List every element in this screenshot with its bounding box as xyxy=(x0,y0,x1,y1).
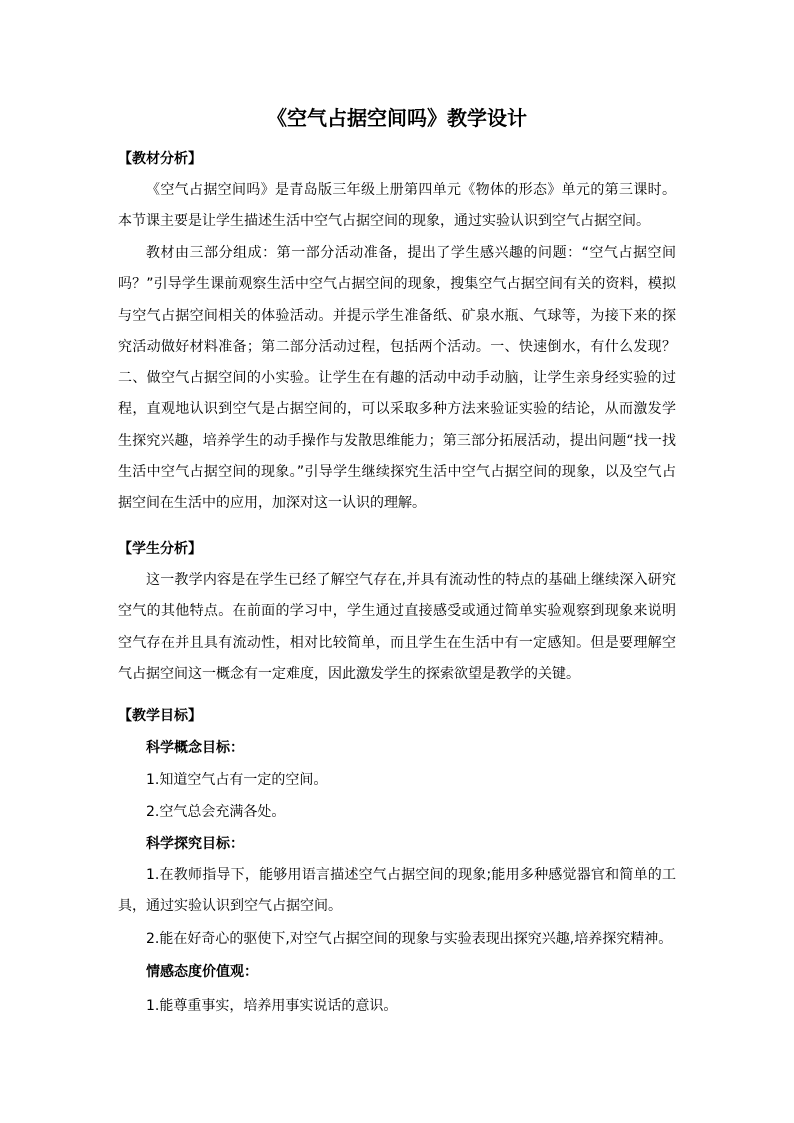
paragraph-students-1: 这一教学内容是在学生已经了解空气存在,并具有流动性的特点的基础上继续深入研究空气的其他特点。在前面的学习中，学生通过直接感受或通过简单实验观察到现象来说明空气存在并且具有流动性，相对比较简单，而且学生在生活中有一定感知。但是要理解空气占据空间这一概念有一定难度，因此激发学生的探索欲望是教学的关键。 xyxy=(118,572,676,682)
attitude-goal-1: 1.能尊重事实，培养用事实说话的意识。 xyxy=(146,998,398,1014)
document-title: 《空气占据空间吗》教学设计 xyxy=(267,106,527,130)
inquiry-goals-title: 科学探究目标： xyxy=(146,836,244,852)
section-heading-goals: 【教学目标】 xyxy=(118,708,202,724)
paragraph-material-2: 教材由三部分组成：第一部分活动准备，提出了学生感兴趣的问题：“空气占据空间吗？”引导学生课前观察生活中空气占据空间的现象，搜集空气占据空间有关的资料，模拟与空气占据空间相关的体验活动。并提示学生准备纸、矿泉水瓶、气球等，为接下来的探究活动做好材料准备；第二部分活动过程，包括两个活动。一、快速倒水，有什么发现？二、做空气占据空间的小实验。让学生在有趣的活动中动手动脑，让学生亲身经实验的过程，直观地认识到空气是占据空间的，可以采取多种方法来验证实验的结论，从而激发学生探究兴趣，培养学生的动手操作与发散思维能力；第三部分拓展活动，提出问题“找一找生活中空气占据空间的现象。”引导学生继续探究生活中空气占据空间的现象，以及空气占据空间在生活中的应用，加深对这一认识的理解。 xyxy=(118,245,676,512)
concept-goals-title: 科学概念目标： xyxy=(146,740,244,756)
section-heading-students: 【学生分析】 xyxy=(118,541,202,557)
concept-goal-1: 1.知道空气占有一定的空间。 xyxy=(146,772,328,788)
attitude-goals-title: 情感态度价值观： xyxy=(146,964,258,980)
concept-goal-2: 2.空气总会充满各处。 xyxy=(146,804,286,820)
inquiry-goal-1: 1.在教师指导下，能够用语言描述空气占据空间的现象;能用多种感觉器官和简单的工具，通过实验认识到空气占据空间。 xyxy=(118,867,676,915)
inquiry-goal-2: 2.能在好奇心的驱使下,对空气占据空间的现象与实验表现出探究兴趣,培养探究精神。 xyxy=(146,931,673,947)
paragraph-material-1: 《空气占据空间吗》是青岛版三年级上册第四单元《物体的形态》单元的第三课时。本节课主要是让学生描述生活中空气占据空间的现象，通过实验认识到空气占据空间。 xyxy=(118,182,676,230)
section-heading-material: 【教材分析】 xyxy=(118,151,202,167)
